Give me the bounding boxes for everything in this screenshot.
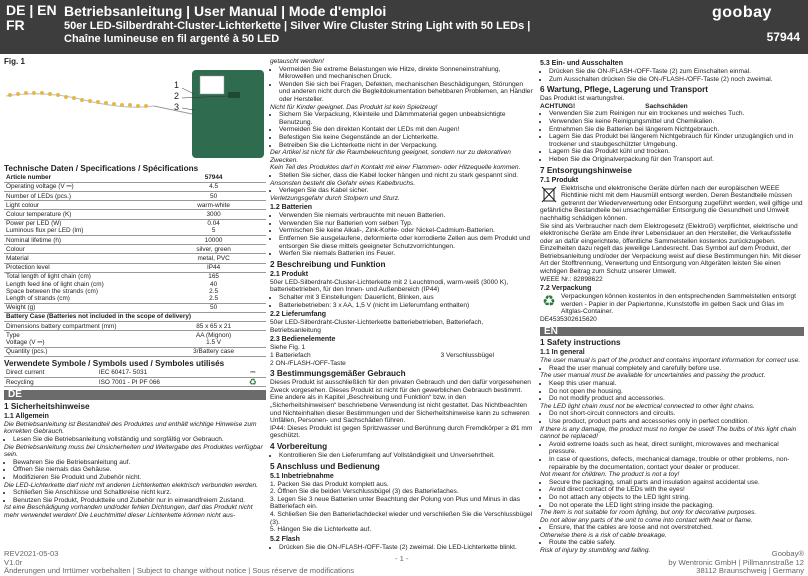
heading: 5.2 Flash	[270, 535, 300, 543]
text: Verletzungsgefahr durch Stolpern und Sturz.	[270, 194, 400, 202]
weee-bin-icon	[540, 185, 558, 203]
light-chain-illustration	[4, 66, 266, 162]
list: • Route the cable safely.	[540, 539, 804, 547]
list: • Read the user manual completely and carefully before use.	[540, 365, 804, 373]
table-row: Dimensions battery compartment (mm) 85 x 65 x 21	[4, 322, 266, 331]
heading: 5 Anschluss und Bedienung	[270, 461, 380, 471]
footer-right: Goobay® by Wentronic GmbH | Pillmannstraße 12 38112 Braunschweig | Germany	[668, 549, 804, 575]
text: Dieses Produkt ist ausschließlich für den privaten Gebrauch und den dafür vorgesehenen Zweck vorgesehen. Dieses Produkt ist nicht für den gewerblichen Gebrauch bestimmt. Eine andere als in Kapitel „Beschreibung und Funktion“ bzw. in den „Sicherheitshinweisen“ beschriebene Verwendung ist nicht gestattet. Das Nichtbeachten und Nichteinhalten dieser Bestimmungen und der Sicherheitshinweise kann zu schweren Unfällen, Personen- und Sachschäden führen.	[270, 379, 531, 425]
table-row: Power per LED (W) Luminous flux per LED (lm) 0.04 5	[4, 219, 266, 235]
tech-table	[4, 174, 266, 357]
table-row: Nominal lifetime (h) 10000	[4, 236, 266, 245]
list: • Drücken Sie die ON-/FLASH-/OFF-Taste (2) zum Einschalten einmal. • Zum Ausschalten drücken Sie die ON-/FLASH-/OFF-Taste (2) noch zweimal.	[540, 68, 804, 83]
text: Risk of injury by stumbling and falling.	[540, 547, 651, 555]
text: Der Artikel ist nicht für die Raumbeleuchtung geeignet, sondern nur zu dekorativen Zwecken.	[270, 149, 511, 164]
text: Ist eine Beschädigung vorhanden und/oder fehlen Dichtungen, darf das Produkt nicht mehr verwendet werden! Die Leuchtmittel dieser Lichterkette können nicht aus-	[4, 504, 253, 519]
list: • Kontrollieren Sie den Lieferumfang auf Vollständigkeit und Unversehrtheit.	[270, 452, 534, 460]
text: Die Betriebsanleitung muss bei Unsicherheiten und Weitergabe des Produktes verfügbar sein.	[4, 443, 263, 459]
text: The user manual is part of the product and contains important information for correct use.	[540, 357, 801, 365]
article-number: 57944	[766, 30, 800, 44]
text: Ansonsten besteht die Gefahr eines Kabelbruchs.	[270, 179, 416, 187]
text: Das Produkt ist wartungsfrei.	[540, 95, 625, 103]
heading: 2.1 Produkt	[270, 270, 309, 278]
text: The user manual must be available for uncertainties and passing the product.	[540, 372, 766, 380]
controls-list: 1 Batteriefach 3 Verschlussbügel	[270, 352, 494, 359]
list: • Keep this user manual. • Do not open the housing. • Do not modify product and accessories.	[540, 380, 804, 403]
lang-line-2: FR	[6, 17, 25, 33]
list: • Avoid extreme loads such as heat, direct sunlight, microwaves and mechanical pressure. • In case of questions, defects, mechanical damage, trouble or other problems, non-repairable by the documentation, contact your dealer or producer.	[540, 441, 804, 471]
table-row: Protection level IP44	[4, 263, 266, 272]
list: • Sichern Sie Verpackung, Kleinteile und Dämmmaterial gegen unbeabsichtigte Benutzung. • Vermeiden Sie den direkten Kontakt der LEDs mit den Augen! • Befestigen Sie keine Gegenstände an der Lichterkette. • Betreiben Sie die Lichterkette nicht in der Verpackung.	[270, 111, 534, 149]
list: • Verlegen Sie das Kabel sicher.	[270, 187, 534, 195]
list: • Secure the packaging, small parts and insulation against accidental use. • Avoid direct contact of the LEDs with the eyes! • Do not attach any objects to the LED light string. • Do not operate the LED light string inside the packaging.	[540, 479, 804, 509]
title-block	[64, 3, 530, 46]
product-title-fr: Chaîne lumineuse en fil argenté à 50 LED	[64, 33, 280, 45]
heading: 7 Entsorgungshinweise	[540, 165, 632, 175]
list: • Bewahren Sie die Betriebsanleitung auf. • Öffnen Sie niemals das Gehäuse. • Modifizieren Sie Produkt und Zubehör nicht.	[4, 459, 266, 482]
warning: ACHTUNG! Sachschäden	[540, 102, 688, 110]
table-row: Type Voltage (V ⎓) AA (Mignon) 1.5 V	[4, 331, 266, 347]
text: getauscht werden!	[270, 58, 324, 65]
text: The item is not suitable for room lighting, but only for decorative purposes.	[540, 509, 757, 517]
text: 50er LED-Silberdraht-Cluster-Lichterkette mit 2 Leuchtmodi, warm-weiß (3000 K), batteriebetrieben, für den Innen- und Außenbereich (IP44)	[270, 278, 509, 294]
text: If there is any damage, the product must no longer be used! The bulbs of this light chain cannot be replaced!	[540, 425, 797, 441]
table-row: Weight (g) 50	[4, 303, 266, 312]
text: Siehe Fig. 1	[270, 344, 306, 352]
lang-line-1: DE | EN	[6, 2, 57, 18]
section-bar-en: EN	[540, 327, 804, 337]
table-row: Operating voltage (V ⎓) 4.5	[4, 182, 266, 191]
text: 1. Packen Sie das Produkt komplett aus.	[270, 480, 389, 488]
header	[0, 0, 808, 54]
heading: 1.2 Batterien	[270, 204, 313, 212]
list: • Drücken Sie die ON-/FLASH-/OFF-Taste (2) zweimal. Die LED-Lichterkette blinkt.	[270, 544, 534, 552]
footer-left: REV2021-05-03 V1.0r Änderungen und Irrtümer vorbehalten | Subject to change without notice | Sous réserve de modifications	[4, 549, 355, 575]
symbols-heading: Verwendete Symbole / Symbols used / Symboles utilisés	[4, 358, 225, 368]
symbols-table	[4, 369, 266, 387]
heading: 1.1 In general	[540, 349, 585, 357]
product-title: 50er LED-Silberdraht-Cluster-Lichterkette | Silver Wire Cluster String Light with 50 LEDs |	[64, 20, 531, 32]
text: 3. Legen Sie 3 neue Batterien unter Beachtung der Polung von Plus und Minus in das Batteriefach ein.	[270, 495, 521, 511]
text: 2. Öffnen Sie die beiden Verschlussbügel (3) des Batteriefaches.	[270, 488, 459, 496]
callout-1: 1	[174, 79, 180, 90]
text: Elektrische und elektronische Geräte dürfen nach der europäischen WEEE Richtlinie nicht mit dem Hausmüll entsorgt werden. Deren Bestandteile müssen getrennt der Wiederverwertung oder Entsorgung zugeführt werden, weil giftige und gefährliche Bestandteile bei unsachgemäßer Entsorgung die Gesundheit und Umwelt nachhaltig schädigen können.	[540, 184, 803, 222]
heading: 3 Bestimmungsgemäßer Gebrauch	[270, 369, 406, 379]
heading: 4 Vorbereitung	[270, 441, 328, 451]
text: Not meant for children. The product is not a toy!	[540, 471, 680, 479]
list: • Schließen Sie Anschlüsse und Schaltkreise nicht kurz. • Benutzen Sie Produkt, Produktteile und Zubehör nur in einwandfreiem Zustand.	[4, 489, 266, 504]
table-row: Material metal, PVC	[4, 254, 266, 263]
heading: 1 Safety instructions	[540, 338, 621, 348]
heading: 7.2 Verpackung	[540, 285, 592, 293]
table-row: Recycling ISO 7001 - PI PF 066 ♻	[4, 378, 266, 387]
table-row: Light colour warm-white	[4, 201, 266, 210]
text: Die LED-Lichterkette darf nicht mit anderen Lichterketten elektrisch verbunden werden.	[4, 481, 258, 489]
de-h11: 1.1 Allgemein	[4, 412, 49, 420]
dc-symbol-icon: ⎓	[240, 369, 266, 378]
table-row: Number of LEDs (pcs.) 50	[4, 192, 266, 201]
table-row: Quantity (pcs.) 3/Battery case	[4, 347, 266, 356]
list: • Vermeiden Sie extreme Belastungen wie Hitze, direkte Sonneneinstrahlung, Mikrowellen und mechanischen Druck. • Wenden Sie sich bei Fragen, Defekten, mechanischen Beschädigungen, Störungen und anderen nicht durch die Begleitdokumentation behebbaren Problemen, an Händler oder Hersteller.	[270, 66, 534, 104]
list: • Do not short-circuit connectors and circuits. • Use product, product parts and accessories only in perfect condition.	[540, 410, 804, 425]
text: Otherwise there is a risk of cable breakage.	[540, 531, 667, 539]
text: IP44: Dieses Produkt ist gegen Spritzwasser und Berührung durch Fremdkörper ≥ Ø1 mm geschützt.	[270, 424, 533, 440]
text: Do not allow any parts of the unit to come into contact with heat or flame.	[540, 516, 753, 524]
callout-3: 3	[174, 101, 180, 112]
heading: 6 Wartung, Pflege, Lagerung und Transport	[540, 85, 709, 95]
text: Sie sind als Verbraucher nach dem Elektrogesetz (ElektroG) verpflichtet, elektrische und elektronische Geräte am Ende ihrer Lebensdauer an den Hersteller, die Verkaufsstelle oder an dafür eingerichtete, öffentliche Sammelstellen kostenlos zurückzugeben. Einzelheiten dazu regelt das jeweilige Landesrecht. Das Symbol auf dem Produkt, der Betriebsanleitung und/oder der Verpackung weist auf diese Bestimmungen hin. Mit dieser Art der Stofftrennung, Verwertung und Entsorgung von Altgeräten leisten Sie einen wichtigen Beitrag zum Schutz unserer Umwelt.	[540, 222, 801, 276]
text: Kein Teil des Produktes darf in Kontakt mit einer Flammen- oder Hitzequelle kommen.	[270, 164, 521, 172]
list: • Stellen Sie sicher, dass die Kabel locker hängen und nicht zu stark gespannt sind.	[270, 172, 534, 180]
table-row: Colour silver, green	[4, 245, 266, 254]
text: Die Betriebsanleitung ist Bestandteil des Produktes und enthält wichtige Hinweise zum korrekten Gebrauch.	[4, 420, 257, 436]
table-row: Colour temperature (K) 3000	[4, 210, 266, 219]
list: • Schalter mit 3 Einstellungen: Dauerlicht, Blinken, aus • Batteriebetrieben: 3 x AA, 1,5 V (nicht im Lieferumfang enthalten)	[270, 294, 534, 309]
table-row: Article number 57944	[4, 174, 266, 183]
text: 2 ON-/FLASH-/OFF-Taste	[270, 359, 346, 367]
product-figure	[4, 66, 266, 162]
list: • Verwenden Sie zum Reinigen nur ein trockenes und weiches Tuch. • Verwenden Sie keine Reinigungsmittel und Chemikalien. • Entnehmen Sie die Batterien bei längerem Nichtgebrauch. • Lagern Sie das Produkt bei längerem Nichtgebrauch für Kinder unzugänglich und in trockener und staubgeschützter Umgebung. • Lagern Sie das Produkt kühl und trocken. • Heben Sie die Originalverpackung für den Transport auf.	[540, 110, 804, 163]
section-bar-de: DE	[4, 390, 266, 400]
table-row: Direct current IEC 60417- 5031 ⎓	[4, 369, 266, 378]
text: 4. Schließen Sie den Batteriefachdeckel wieder und verschließen Sie die Verschlussbügel (3).	[270, 510, 533, 526]
de-h1: 1 Sicherheitshinweise	[4, 401, 90, 411]
brand-logo: goobay	[712, 4, 772, 21]
heading: 2 Beschreibung und Funktion	[270, 259, 386, 269]
heading: 5.1 Inbetriebnahme	[270, 472, 334, 480]
heading: 2.2 Lieferumfang	[270, 311, 327, 319]
column-1	[4, 58, 266, 520]
table-row: Battery Case (Batteries not included in the scope of delivery)	[4, 312, 266, 321]
text: Verpackungen können kostenlos in den entsprechenden Sammelstellen entsorgt werden - Papier in der Papiertonne, Kunststoffe im gelben Sack und Glas im Altglas-Container.	[561, 293, 796, 316]
figure-label: Fig. 1	[4, 57, 25, 66]
column-3	[540, 58, 804, 555]
text: 5. Hängen Sie die Lichterkette auf.	[270, 526, 372, 534]
text: Nicht für Kinder geeignet. Das Produkt ist kein Spielzeug!	[270, 103, 438, 111]
column-2	[270, 58, 534, 551]
language-codes	[6, 3, 57, 33]
doc-title: Betriebsanleitung | User Manual | Mode d'emploi	[64, 3, 387, 19]
recycling-icon: ♻	[240, 378, 266, 387]
text: DE4535302615620	[540, 316, 597, 324]
list: • Ensure, that the cables are loose and not overstretched.	[540, 524, 804, 532]
recycle-icon: ♻	[542, 293, 556, 311]
weee-number: WEEE Nr.: 82898622	[540, 275, 603, 283]
list: • Lesen Sie die Betriebsanleitung vollständig und sorgfältig vor Gebrauch.	[4, 436, 266, 444]
heading: 7.1 Produkt	[540, 176, 579, 184]
tech-heading: Technische Daten / Specifications / Spécifications	[4, 163, 199, 173]
page-number: - 1 -	[395, 554, 409, 563]
callout-2: 2	[174, 90, 180, 101]
table-row: Total length of light chain (cm) Length feed line of light chain (cm) Space between the strands (cm) Length of strands (cm) 165 40 2.5 2.5	[4, 272, 266, 303]
heading: 5.3 Ein- und Ausschalten	[540, 60, 623, 67]
heading: 2.3 Bedienelemente	[270, 336, 336, 344]
list: • Verwenden Sie niemals verbrauchte mit neuen Batterien. • Verwenden Sie nur Batterien vom selben Typ. • Vermischen Sie keine Alkali-, Zink-Kohle- oder Nickel-Cadmium-Batterien. • Entfernen Sie ausgelaufene, deformierte oder korrodierte Zellen aus dem Produkt und entsorgen Sie diese mittels geeigneter Schutzvorrichtungen. • Werfen Sie niemals Batterien ins Feuer.	[270, 212, 534, 258]
text: The LED light chain must not be electrical connected to other light chains.	[540, 402, 755, 410]
text: 50er LED-Silberdraht-Cluster-Lichterkette batteriebetrieben, Batteriefach, Betriebsanleitung	[270, 319, 484, 334]
